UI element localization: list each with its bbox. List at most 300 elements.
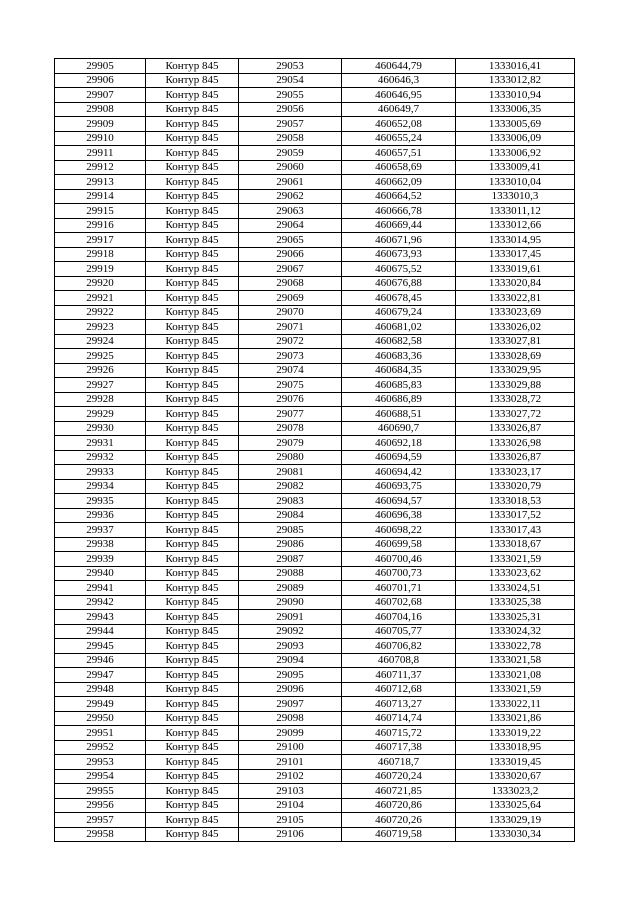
y-coordinate-cell: 1333017,45 — [456, 247, 575, 262]
vertex-number-cell: 29071 — [239, 320, 342, 335]
table-row — [55, 305, 575, 320]
point-number-cell: 29934 — [55, 479, 146, 494]
contour-name-cell: Контур 845 — [146, 276, 239, 291]
vertex-number-cell: 29057 — [239, 117, 342, 132]
contour-name-cell: Контур 845 — [146, 479, 239, 494]
x-coordinate-cell: 460685,83 — [342, 378, 456, 393]
point-number-cell: 29914 — [55, 189, 146, 204]
table-row — [55, 668, 575, 683]
contour-name-cell: Контур 845 — [146, 639, 239, 654]
vertex-number-cell: 29092 — [239, 624, 342, 639]
table-row — [55, 465, 575, 480]
y-coordinate-cell: 1333023,17 — [456, 465, 575, 480]
contour-name-cell: Контур 845 — [146, 697, 239, 712]
vertex-number-cell: 29073 — [239, 349, 342, 364]
y-coordinate-cell: 1333010,04 — [456, 175, 575, 190]
y-coordinate-cell: 1333017,52 — [456, 508, 575, 523]
contour-name-cell: Контур 845 — [146, 305, 239, 320]
table-row — [55, 73, 575, 88]
point-number-cell: 29912 — [55, 160, 146, 175]
contour-name-cell: Контур 845 — [146, 233, 239, 248]
contour-name-cell: Контур 845 — [146, 407, 239, 422]
x-coordinate-cell: 460646,95 — [342, 88, 456, 103]
contour-name-cell: Контур 845 — [146, 175, 239, 190]
contour-name-cell: Контур 845 — [146, 59, 239, 74]
vertex-number-cell: 29091 — [239, 610, 342, 625]
y-coordinate-cell: 1333029,95 — [456, 363, 575, 378]
contour-name-cell: Контур 845 — [146, 552, 239, 567]
point-number-cell: 29915 — [55, 204, 146, 219]
x-coordinate-cell: 460655,24 — [342, 131, 456, 146]
contour-name-cell: Контур 845 — [146, 421, 239, 436]
table-row — [55, 798, 575, 813]
y-coordinate-cell: 1333021,86 — [456, 711, 575, 726]
x-coordinate-cell: 460694,57 — [342, 494, 456, 509]
point-number-cell: 29907 — [55, 88, 146, 103]
y-coordinate-cell: 1333017,43 — [456, 523, 575, 538]
x-coordinate-cell: 460693,75 — [342, 479, 456, 494]
point-number-cell: 29956 — [55, 798, 146, 813]
y-coordinate-cell: 1333021,08 — [456, 668, 575, 683]
y-coordinate-cell: 1333025,31 — [456, 610, 575, 625]
point-number-cell: 29917 — [55, 233, 146, 248]
table-row — [55, 537, 575, 552]
table-row — [55, 276, 575, 291]
x-coordinate-cell: 460662,09 — [342, 175, 456, 190]
table-row — [55, 479, 575, 494]
table-row — [55, 320, 575, 335]
vertex-number-cell: 29054 — [239, 73, 342, 88]
vertex-number-cell: 29099 — [239, 726, 342, 741]
point-number-cell: 29958 — [55, 827, 146, 842]
y-coordinate-cell: 1333023,2 — [456, 784, 575, 799]
point-number-cell: 29909 — [55, 117, 146, 132]
table-row — [55, 421, 575, 436]
point-number-cell: 29957 — [55, 813, 146, 828]
vertex-number-cell: 29062 — [239, 189, 342, 204]
point-number-cell: 29955 — [55, 784, 146, 799]
table-row — [55, 450, 575, 465]
x-coordinate-cell: 460686,89 — [342, 392, 456, 407]
y-coordinate-cell: 1333024,51 — [456, 581, 575, 596]
vertex-number-cell: 29058 — [239, 131, 342, 146]
table-row — [55, 755, 575, 770]
x-coordinate-cell: 460717,38 — [342, 740, 456, 755]
table-row — [55, 639, 575, 654]
y-coordinate-cell: 1333027,81 — [456, 334, 575, 349]
contour-name-cell: Контур 845 — [146, 566, 239, 581]
vertex-number-cell: 29055 — [239, 88, 342, 103]
x-coordinate-cell: 460712,68 — [342, 682, 456, 697]
point-number-cell: 29946 — [55, 653, 146, 668]
x-coordinate-cell: 460675,52 — [342, 262, 456, 277]
x-coordinate-cell: 460657,51 — [342, 146, 456, 161]
vertex-number-cell: 29103 — [239, 784, 342, 799]
point-number-cell: 29942 — [55, 595, 146, 610]
y-coordinate-cell: 1333026,98 — [456, 436, 575, 451]
vertex-number-cell: 29096 — [239, 682, 342, 697]
table-row — [55, 711, 575, 726]
point-number-cell: 29918 — [55, 247, 146, 262]
contour-name-cell: Контур 845 — [146, 189, 239, 204]
x-coordinate-cell: 460669,44 — [342, 218, 456, 233]
contour-name-cell: Контур 845 — [146, 668, 239, 683]
vertex-number-cell: 29088 — [239, 566, 342, 581]
x-coordinate-cell: 460706,82 — [342, 639, 456, 654]
vertex-number-cell: 29086 — [239, 537, 342, 552]
x-coordinate-cell: 460649,7 — [342, 102, 456, 117]
y-coordinate-cell: 1333009,41 — [456, 160, 575, 175]
table-row — [55, 334, 575, 349]
x-coordinate-cell: 460690,7 — [342, 421, 456, 436]
contour-name-cell: Контур 845 — [146, 740, 239, 755]
vertex-number-cell: 29085 — [239, 523, 342, 538]
x-coordinate-cell: 460644,79 — [342, 59, 456, 74]
contour-name-cell: Контур 845 — [146, 653, 239, 668]
point-number-cell: 29952 — [55, 740, 146, 755]
y-coordinate-cell: 1333022,78 — [456, 639, 575, 654]
table-row — [55, 291, 575, 306]
y-coordinate-cell: 1333012,66 — [456, 218, 575, 233]
vertex-number-cell: 29074 — [239, 363, 342, 378]
x-coordinate-cell: 460705,77 — [342, 624, 456, 639]
table-row — [55, 102, 575, 117]
vertex-number-cell: 29056 — [239, 102, 342, 117]
point-number-cell: 29929 — [55, 407, 146, 422]
vertex-number-cell: 29061 — [239, 175, 342, 190]
point-number-cell: 29930 — [55, 421, 146, 436]
vertex-number-cell: 29097 — [239, 697, 342, 712]
table-row — [55, 581, 575, 596]
x-coordinate-cell: 460678,45 — [342, 291, 456, 306]
table-row — [55, 436, 575, 451]
contour-name-cell: Контур 845 — [146, 117, 239, 132]
table-row — [55, 88, 575, 103]
table-row — [55, 827, 575, 842]
point-number-cell: 29937 — [55, 523, 146, 538]
contour-name-cell: Контур 845 — [146, 523, 239, 538]
x-coordinate-cell: 460658,69 — [342, 160, 456, 175]
point-number-cell: 29951 — [55, 726, 146, 741]
vertex-number-cell: 29075 — [239, 378, 342, 393]
point-number-cell: 29925 — [55, 349, 146, 364]
y-coordinate-cell: 1333018,95 — [456, 740, 575, 755]
contour-name-cell: Контур 845 — [146, 102, 239, 117]
table-row — [55, 117, 575, 132]
x-coordinate-cell: 460688,51 — [342, 407, 456, 422]
point-number-cell: 29949 — [55, 697, 146, 712]
point-number-cell: 29941 — [55, 581, 146, 596]
table-row — [55, 59, 575, 74]
table-row — [55, 595, 575, 610]
table-row — [55, 349, 575, 364]
point-number-cell: 29932 — [55, 450, 146, 465]
table-row — [55, 610, 575, 625]
x-coordinate-cell: 460683,36 — [342, 349, 456, 364]
y-coordinate-cell: 1333029,19 — [456, 813, 575, 828]
table-row — [55, 624, 575, 639]
vertex-number-cell: 29106 — [239, 827, 342, 842]
contour-name-cell: Контур 845 — [146, 334, 239, 349]
table-row — [55, 262, 575, 277]
y-coordinate-cell: 1333029,88 — [456, 378, 575, 393]
contour-name-cell: Контур 845 — [146, 363, 239, 378]
table-row — [55, 508, 575, 523]
y-coordinate-cell: 1333020,79 — [456, 479, 575, 494]
y-coordinate-cell: 1333018,53 — [456, 494, 575, 509]
y-coordinate-cell: 1333019,61 — [456, 262, 575, 277]
vertex-number-cell: 29067 — [239, 262, 342, 277]
y-coordinate-cell: 1333021,59 — [456, 552, 575, 567]
x-coordinate-cell: 460720,24 — [342, 769, 456, 784]
point-number-cell: 29936 — [55, 508, 146, 523]
contour-name-cell: Контур 845 — [146, 131, 239, 146]
point-number-cell: 29939 — [55, 552, 146, 567]
y-coordinate-cell: 1333024,32 — [456, 624, 575, 639]
y-coordinate-cell: 1333026,02 — [456, 320, 575, 335]
x-coordinate-cell: 460715,72 — [342, 726, 456, 741]
table-row — [55, 247, 575, 262]
y-coordinate-cell: 1333021,59 — [456, 682, 575, 697]
y-coordinate-cell: 1333016,41 — [456, 59, 575, 74]
x-coordinate-cell: 460700,46 — [342, 552, 456, 567]
contour-name-cell: Контур 845 — [146, 769, 239, 784]
vertex-number-cell: 29066 — [239, 247, 342, 262]
table-row — [55, 392, 575, 407]
point-number-cell: 29940 — [55, 566, 146, 581]
vertex-number-cell: 29093 — [239, 639, 342, 654]
vertex-number-cell: 29102 — [239, 769, 342, 784]
contour-name-cell: Контур 845 — [146, 73, 239, 88]
contour-name-cell: Контур 845 — [146, 682, 239, 697]
coordinates-table — [54, 58, 575, 842]
y-coordinate-cell: 1333025,38 — [456, 595, 575, 610]
point-number-cell: 29933 — [55, 465, 146, 480]
table-row — [55, 740, 575, 755]
y-coordinate-cell: 1333014,95 — [456, 233, 575, 248]
y-coordinate-cell: 1333027,72 — [456, 407, 575, 422]
contour-name-cell: Контур 845 — [146, 291, 239, 306]
vertex-number-cell: 29104 — [239, 798, 342, 813]
x-coordinate-cell: 460671,96 — [342, 233, 456, 248]
x-coordinate-cell: 460702,68 — [342, 595, 456, 610]
vertex-number-cell: 29087 — [239, 552, 342, 567]
vertex-number-cell: 29078 — [239, 421, 342, 436]
contour-name-cell: Контур 845 — [146, 798, 239, 813]
table-row — [55, 494, 575, 509]
x-coordinate-cell: 460694,42 — [342, 465, 456, 480]
vertex-number-cell: 29080 — [239, 450, 342, 465]
contour-name-cell: Контур 845 — [146, 146, 239, 161]
vertex-number-cell: 29068 — [239, 276, 342, 291]
y-coordinate-cell: 1333022,11 — [456, 697, 575, 712]
table-row — [55, 784, 575, 799]
vertex-number-cell: 29059 — [239, 146, 342, 161]
table-row — [55, 204, 575, 219]
vertex-number-cell: 29076 — [239, 392, 342, 407]
contour-name-cell: Контур 845 — [146, 465, 239, 480]
table-row — [55, 189, 575, 204]
vertex-number-cell: 29069 — [239, 291, 342, 306]
y-coordinate-cell: 1333019,45 — [456, 755, 575, 770]
contour-name-cell: Контур 845 — [146, 726, 239, 741]
x-coordinate-cell: 460699,58 — [342, 537, 456, 552]
vertex-number-cell: 29064 — [239, 218, 342, 233]
table-row — [55, 566, 575, 581]
x-coordinate-cell: 460646,3 — [342, 73, 456, 88]
coordinates-table-body — [55, 59, 575, 842]
contour-name-cell: Контур 845 — [146, 88, 239, 103]
point-number-cell: 29913 — [55, 175, 146, 190]
x-coordinate-cell: 460720,26 — [342, 813, 456, 828]
contour-name-cell: Контур 845 — [146, 378, 239, 393]
x-coordinate-cell: 460700,73 — [342, 566, 456, 581]
point-number-cell: 29908 — [55, 102, 146, 117]
x-coordinate-cell: 460681,02 — [342, 320, 456, 335]
point-number-cell: 29923 — [55, 320, 146, 335]
contour-name-cell: Контур 845 — [146, 595, 239, 610]
vertex-number-cell: 29105 — [239, 813, 342, 828]
point-number-cell: 29926 — [55, 363, 146, 378]
x-coordinate-cell: 460713,27 — [342, 697, 456, 712]
vertex-number-cell: 29095 — [239, 668, 342, 683]
y-coordinate-cell: 1333006,92 — [456, 146, 575, 161]
contour-name-cell: Контур 845 — [146, 349, 239, 364]
y-coordinate-cell: 1333023,69 — [456, 305, 575, 320]
y-coordinate-cell: 1333026,87 — [456, 450, 575, 465]
y-coordinate-cell: 1333028,72 — [456, 392, 575, 407]
table-row — [55, 233, 575, 248]
point-number-cell: 29945 — [55, 639, 146, 654]
vertex-number-cell: 29053 — [239, 59, 342, 74]
point-number-cell: 29950 — [55, 711, 146, 726]
x-coordinate-cell: 460684,35 — [342, 363, 456, 378]
point-number-cell: 29947 — [55, 668, 146, 683]
contour-name-cell: Контур 845 — [146, 508, 239, 523]
table-row — [55, 218, 575, 233]
contour-name-cell: Контур 845 — [146, 204, 239, 219]
table-row — [55, 726, 575, 741]
vertex-number-cell: 29079 — [239, 436, 342, 451]
vertex-number-cell: 29101 — [239, 755, 342, 770]
contour-name-cell: Контур 845 — [146, 581, 239, 596]
table-row — [55, 682, 575, 697]
point-number-cell: 29905 — [55, 59, 146, 74]
y-coordinate-cell: 1333012,82 — [456, 73, 575, 88]
contour-name-cell: Контур 845 — [146, 537, 239, 552]
y-coordinate-cell: 1333019,22 — [456, 726, 575, 741]
point-number-cell: 29906 — [55, 73, 146, 88]
y-coordinate-cell: 1333018,67 — [456, 537, 575, 552]
table-row — [55, 552, 575, 567]
table-row — [55, 131, 575, 146]
vertex-number-cell: 29098 — [239, 711, 342, 726]
contour-name-cell: Контур 845 — [146, 624, 239, 639]
contour-name-cell: Контур 845 — [146, 247, 239, 262]
point-number-cell: 29943 — [55, 610, 146, 625]
point-number-cell: 29919 — [55, 262, 146, 277]
contour-name-cell: Контур 845 — [146, 711, 239, 726]
point-number-cell: 29931 — [55, 436, 146, 451]
contour-name-cell: Контур 845 — [146, 813, 239, 828]
table-row — [55, 363, 575, 378]
y-coordinate-cell: 1333025,64 — [456, 798, 575, 813]
x-coordinate-cell: 460711,37 — [342, 668, 456, 683]
vertex-number-cell: 29083 — [239, 494, 342, 509]
vertex-number-cell: 29082 — [239, 479, 342, 494]
y-coordinate-cell: 1333006,35 — [456, 102, 575, 117]
x-coordinate-cell: 460694,59 — [342, 450, 456, 465]
contour-name-cell: Контур 845 — [146, 320, 239, 335]
contour-name-cell: Контур 845 — [146, 160, 239, 175]
contour-name-cell: Контур 845 — [146, 262, 239, 277]
y-coordinate-cell: 1333010,3 — [456, 189, 575, 204]
y-coordinate-cell: 1333023,62 — [456, 566, 575, 581]
y-coordinate-cell: 1333020,67 — [456, 769, 575, 784]
x-coordinate-cell: 460673,93 — [342, 247, 456, 262]
point-number-cell: 29953 — [55, 755, 146, 770]
point-number-cell: 29928 — [55, 392, 146, 407]
x-coordinate-cell: 460719,58 — [342, 827, 456, 842]
table-row — [55, 523, 575, 538]
vertex-number-cell: 29063 — [239, 204, 342, 219]
y-coordinate-cell: 1333030,34 — [456, 827, 575, 842]
vertex-number-cell: 29084 — [239, 508, 342, 523]
y-coordinate-cell: 1333010,94 — [456, 88, 575, 103]
vertex-number-cell: 29100 — [239, 740, 342, 755]
y-coordinate-cell: 1333006,09 — [456, 131, 575, 146]
y-coordinate-cell: 1333028,69 — [456, 349, 575, 364]
table-row — [55, 175, 575, 190]
vertex-number-cell: 29081 — [239, 465, 342, 480]
point-number-cell: 29921 — [55, 291, 146, 306]
contour-name-cell: Контур 845 — [146, 784, 239, 799]
point-number-cell: 29927 — [55, 378, 146, 393]
contour-name-cell: Контур 845 — [146, 450, 239, 465]
x-coordinate-cell: 460652,08 — [342, 117, 456, 132]
vertex-number-cell: 29060 — [239, 160, 342, 175]
x-coordinate-cell: 460696,38 — [342, 508, 456, 523]
y-coordinate-cell: 1333022,81 — [456, 291, 575, 306]
contour-name-cell: Контур 845 — [146, 755, 239, 770]
point-number-cell: 29910 — [55, 131, 146, 146]
x-coordinate-cell: 460721,85 — [342, 784, 456, 799]
table-row — [55, 769, 575, 784]
point-number-cell: 29944 — [55, 624, 146, 639]
x-coordinate-cell: 460720,86 — [342, 798, 456, 813]
vertex-number-cell: 29094 — [239, 653, 342, 668]
x-coordinate-cell: 460698,22 — [342, 523, 456, 538]
point-number-cell: 29922 — [55, 305, 146, 320]
table-row — [55, 378, 575, 393]
point-number-cell: 29938 — [55, 537, 146, 552]
vertex-number-cell: 29077 — [239, 407, 342, 422]
contour-name-cell: Контур 845 — [146, 610, 239, 625]
point-number-cell: 29920 — [55, 276, 146, 291]
point-number-cell: 29935 — [55, 494, 146, 509]
contour-name-cell: Контур 845 — [146, 218, 239, 233]
y-coordinate-cell: 1333026,87 — [456, 421, 575, 436]
table-row — [55, 653, 575, 668]
y-coordinate-cell: 1333020,84 — [456, 276, 575, 291]
point-number-cell: 29911 — [55, 146, 146, 161]
point-number-cell: 29948 — [55, 682, 146, 697]
x-coordinate-cell: 460676,88 — [342, 276, 456, 291]
table-row — [55, 813, 575, 828]
x-coordinate-cell: 460679,24 — [342, 305, 456, 320]
vertex-number-cell: 29089 — [239, 581, 342, 596]
point-number-cell: 29924 — [55, 334, 146, 349]
